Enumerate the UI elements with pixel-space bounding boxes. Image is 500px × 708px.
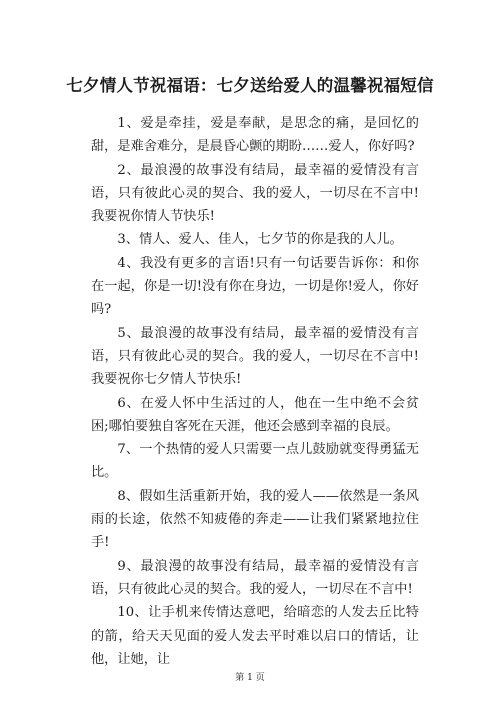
paragraph-10: 10、让手机来传情达意吧，给暗恋的人发去丘比特的箭，给天天见面的爱人发去平时难以启口的情话，让他，让她，让	[91, 605, 419, 667]
paragraph-5: 5、最浪漫的故事没有结局，最幸福的爱情没有言语，只有彼此心灵的契合。我的爱人，一切尽在不言中!我要祝你七夕情人节快乐!	[91, 325, 419, 388]
paragraph-8: 8、假如生活重新开始，我的爱人——依然是一条风雨的长途，依然不知疲倦的奔走——让我们紧紧地拉住手!	[91, 488, 419, 551]
document-body	[91, 112, 419, 671]
paragraph-9: 9、最浪漫的故事没有结局，最幸福的爱情没有言语，只有彼此心灵的契合。我的爱人，一切尽在不言中!	[91, 558, 419, 597]
paragraph-1: 1、爱是牵挂，爱是奉献，是思念的痛，是回忆的甜，是难舍难分，是晨昏心颤的期盼……爱人，你好吗?	[91, 116, 419, 155]
paragraph-6: 6、在爱人怀中生活过的人，他在一生中绝不会贫困;哪怕要独自客死在天涯，他还会感到幸福的良辰。	[91, 395, 419, 434]
paragraph-3: 3、情人、爱人、佳人，七夕节的你是我的人儿。	[117, 232, 403, 248]
paragraph-4: 4、我没有更多的言语!只有一句话要告诉你：和你在一起，你是一切!没有你在身边，一切是你!爱人，你好吗?	[91, 255, 419, 318]
paragraph-7: 7、一个热情的爱人只需要一点儿鼓励就变得勇猛无比。	[91, 442, 419, 481]
page-number: 第 1 页	[235, 673, 265, 683]
document-title: 七夕情人节祝福语：七夕送给爱人的温馨祝福短信	[66, 76, 434, 95]
paragraph-2: 2、最浪漫的故事没有结局，最幸福的爱情没有言语，只有彼此心灵的契合、我的爱人，一切尽在不言中!我要祝你情人节快乐!	[91, 162, 419, 225]
